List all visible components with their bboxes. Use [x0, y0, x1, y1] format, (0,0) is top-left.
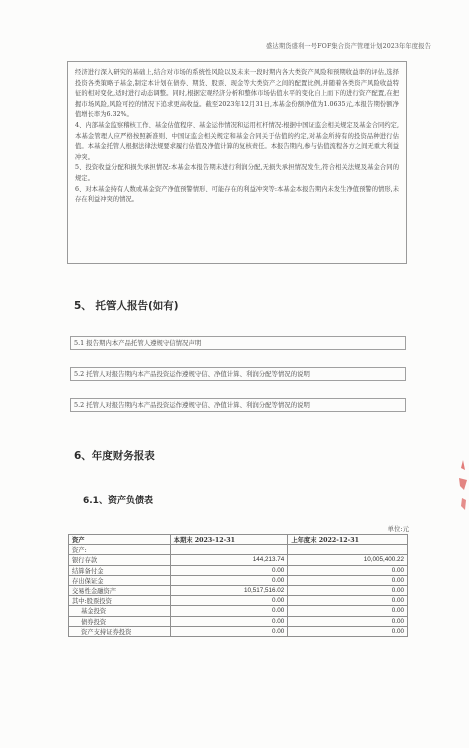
current-value: 10,517,516.02	[170, 585, 288, 595]
page-header: 盛达期货盛利一号FOF集合资产管理计划2023年年度报告	[266, 43, 431, 50]
table-row	[69, 565, 408, 575]
previous-value: 0.00	[288, 585, 408, 595]
current-value: 0.00	[170, 616, 288, 626]
header-cell: 资产	[69, 535, 171, 545]
previous-value: 0.00	[288, 565, 408, 575]
row-label: 基金投资	[69, 606, 171, 616]
row-label: 结算备付金	[69, 565, 171, 575]
table-row	[69, 575, 408, 585]
row-label: 资产支持证券投资	[69, 626, 171, 636]
table-row	[69, 545, 408, 555]
table-row	[69, 596, 408, 606]
table-row	[69, 626, 408, 636]
unit-label: 单位:元	[387, 525, 409, 533]
management-notes-box	[67, 61, 407, 264]
custodian-item: 5.1 报告期内本产品托管人遵规守信情况声明	[70, 336, 406, 350]
previous-value: 10,005,400.22	[288, 555, 408, 565]
seal-stamp-icon	[453, 456, 469, 516]
current-value: 144,213.74	[170, 555, 288, 565]
balance-sheet-title: 6.1、资产负债表	[83, 496, 153, 506]
previous-value: 0.00	[288, 596, 408, 606]
previous-value: 0.00	[288, 626, 408, 636]
row-label: 资产:	[69, 545, 171, 555]
row-label: 银行存款	[69, 555, 171, 565]
previous-value: 0.00	[288, 616, 408, 626]
custodian-item: 5.2 托管人对报告期内本产品投资运作遵规守信、净值计算、利润分配等情况的说明	[70, 367, 406, 381]
table-row	[69, 555, 408, 565]
current-value: 0.00	[170, 596, 288, 606]
row-label: 交易性金融资产	[69, 585, 171, 595]
custodian-item: 5.2 托管人对报告期内本产品投资运作遵规守信、净值计算、利润分配等情况的说明	[70, 398, 406, 412]
previous-value	[288, 545, 408, 555]
row-label: 债券投资	[69, 616, 171, 626]
row-label: 其中:股票投资	[69, 596, 171, 606]
current-value: 0.00	[170, 565, 288, 575]
table-row	[69, 616, 408, 626]
table-header-row	[69, 535, 408, 545]
balance-sheet-table	[68, 534, 408, 637]
current-value: 0.00	[170, 575, 288, 585]
notes-paragraph: 4、内部基金监察稽核工作、基金估值程序、基金运作情况和运用杠杆情况:根据中国证监会相关规定及基金合同约定,本基金管理人应严格按照新准则、中国证监会相关规定和基金合同关于估值的约定,对基金所持有的投资品种进行估值。本基金托管人根据法律法规要求履行估值及净值计算的复核责任。本报告期内,参与估值流程各方之间无重大利益冲突。	[75, 121, 399, 161]
notes-paragraph: 5、投资收益分配和损失承担情况:本基金本报告期未进行利润分配,无损失承担情况发生,符合相关法规及基金合同的规定。	[75, 164, 399, 182]
current-value	[170, 545, 288, 555]
section-6-title: 6、年度财务报表	[74, 450, 155, 462]
table-row	[69, 606, 408, 616]
previous-value: 0.00	[288, 575, 408, 585]
section-5-title: 5、 托管人报告(如有)	[74, 300, 179, 312]
notes-paragraph: 6、对本基金持有人数或基金资产净值预警情形、可能存在的利益冲突等:本基金本报告期内未发生净值预警的情形,未存在利益冲突的情况。	[75, 185, 399, 204]
row-label: 存出保证金	[69, 575, 171, 585]
current-value: 0.00	[170, 626, 288, 636]
notes-paragraph: 经济进行深入研究的基础上,结合对市场的系统性风险以及未来一段时期内各大类资产风险和预期收益率的评估,选择投资各类策略子基金,制定本计划在债券、期货、股票、现金等大类资产之间的配置比例,并随着各类资产风险收益特征的相对变化,适时进行动态调整。同时,根据宏观经济分析和整体市场估值水平的变化自上而下的进行资产配置,在把握市场风险,风险可控的情况下追求更高收益。截至2023年12月31日,本基金份额净值为1.0635元,本报告期份额净值增长率为6.32%。	[75, 69, 399, 119]
header-cell: 本期末 2023-12-31	[170, 535, 288, 545]
table-row	[69, 585, 408, 595]
previous-value: 0.00	[288, 606, 408, 616]
current-value: 0.00	[170, 606, 288, 616]
header-cell: 上年度末 2022-12-31	[288, 535, 408, 545]
